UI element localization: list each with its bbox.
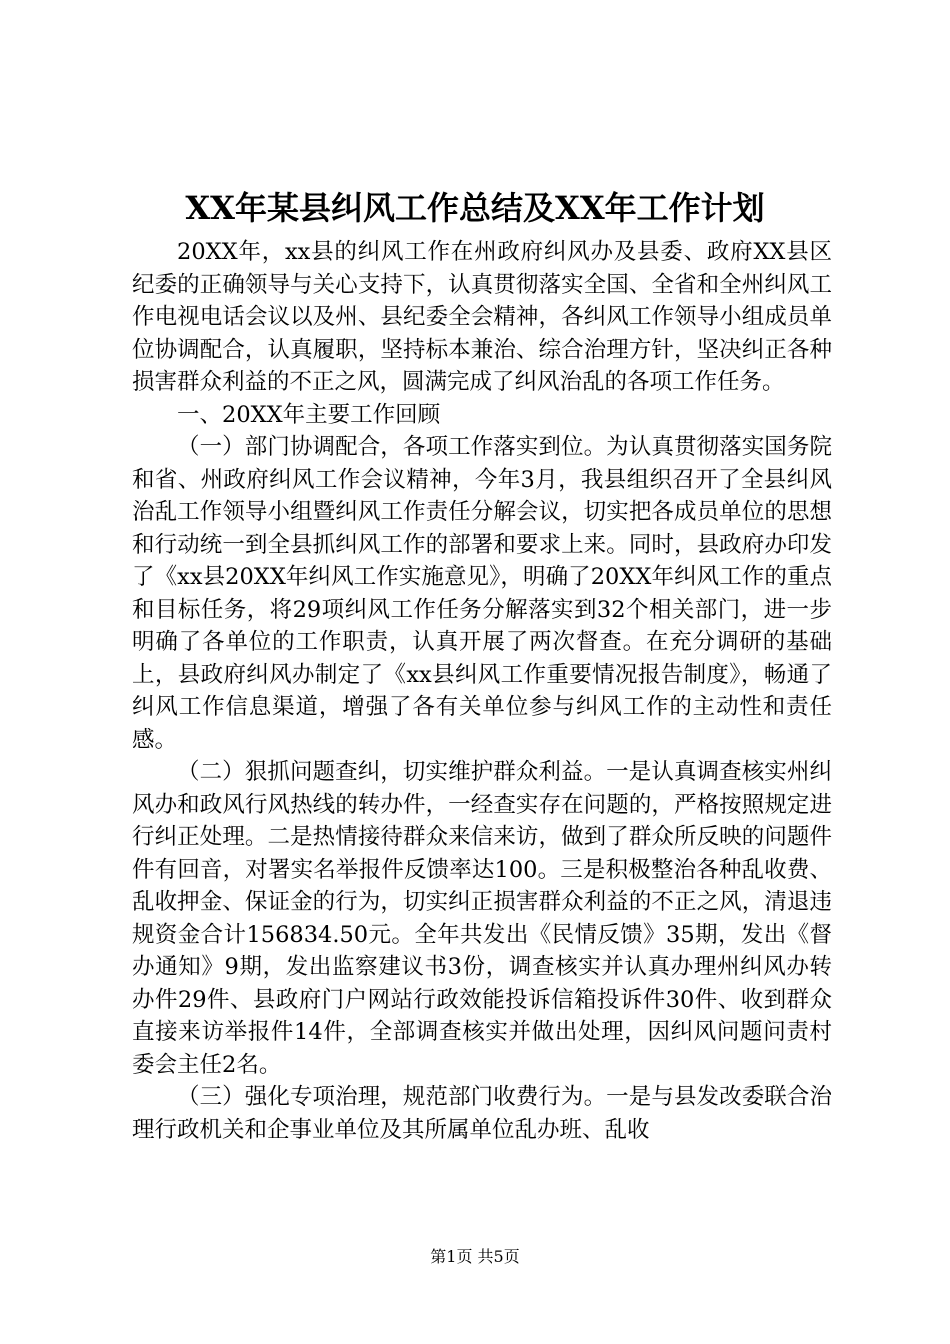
section-heading: 一、20XX年主要工作回顾: [177, 401, 441, 428]
intro-paragraph: 20XX年，xx县的纠风工作在州政府纠风办及县委、政府XX县区纪委的正确领导与关心支持下，认真贯彻落实全国、全省和全州纠风工作电视电话会议以及州、县纪委全会精神，各纠风工作领导小组成员单位协调配合，认真履职，坚持标本兼治、综合治理方针，坚决纠正各种损害群众利益的不正之风，圆满完成了纠风治乱的各项工作任务。: [132, 239, 832, 395]
section-3-paragraph: （三）强化专项治理，规范部门收费行为。一是与县发改委联合治理行政机关和企事业单位及其所属单位乱办班、乱收: [132, 1084, 832, 1143]
section-1-paragraph: （一）部门协调配合，各项工作落实到位。为认真贯彻落实国务院和省、州政府纠风工作会议精神，今年3月，我县组织召开了全县纠风治乱工作领导小组暨纠风工作责任分解会议，切实把各成员单位的思想和行动统一到全县抓纠风工作的部署和要求上来。同时，县政府办印发了《xx县20XX年纠风工作实施意见》，明确了20XX年纠风工作的重点和目标任务，将29项纠风工作任务分解落实到32个相关部门，进一步明确了各单位的工作职责，认真开展了两次督查。在充分调研的基础上，县政府纠风办制定了《xx县纠风工作重要情况报告制度》，畅通了纠风工作信息渠道，增强了各有关单位参与纠风工作的主动性和责任感。: [132, 434, 832, 753]
section-2-paragraph: （二）狠抓问题查纠，切实维护群众利益。一是认真调查核实州纠风办和政风行风热线的转办件，一经查实存在问题的，严格按照规定进行纠正处理。二是热情接待群众来信来访，做到了群众所反映的问题件件有回音，对署实名举报件反馈率达100。三是积极整治各种乱收费、乱收押金、保证金的行为，切实纠正损害群众利益的不正之风，清退违规资金合计156834.50元。全年共发出《民情反馈》35期，发出《督办通知》9期，发出监察建议书3份，调查核实并认真办理州纠风办转办件29件、县政府门户网站行政效能投诉信箱投诉件30件、收到群众直接来访举报件14件，全部调查核实并做出处理，因纠风问题问责村委会主任2名。: [132, 759, 832, 1078]
document-title: XX年某县纠风工作总结及XX年工作计划: [185, 189, 765, 227]
page-footer: [0, 1247, 950, 1267]
document-body: [132, 236, 832, 1146]
page-total: 共5页: [477, 1247, 520, 1266]
page-number: 第1页: [430, 1247, 473, 1266]
